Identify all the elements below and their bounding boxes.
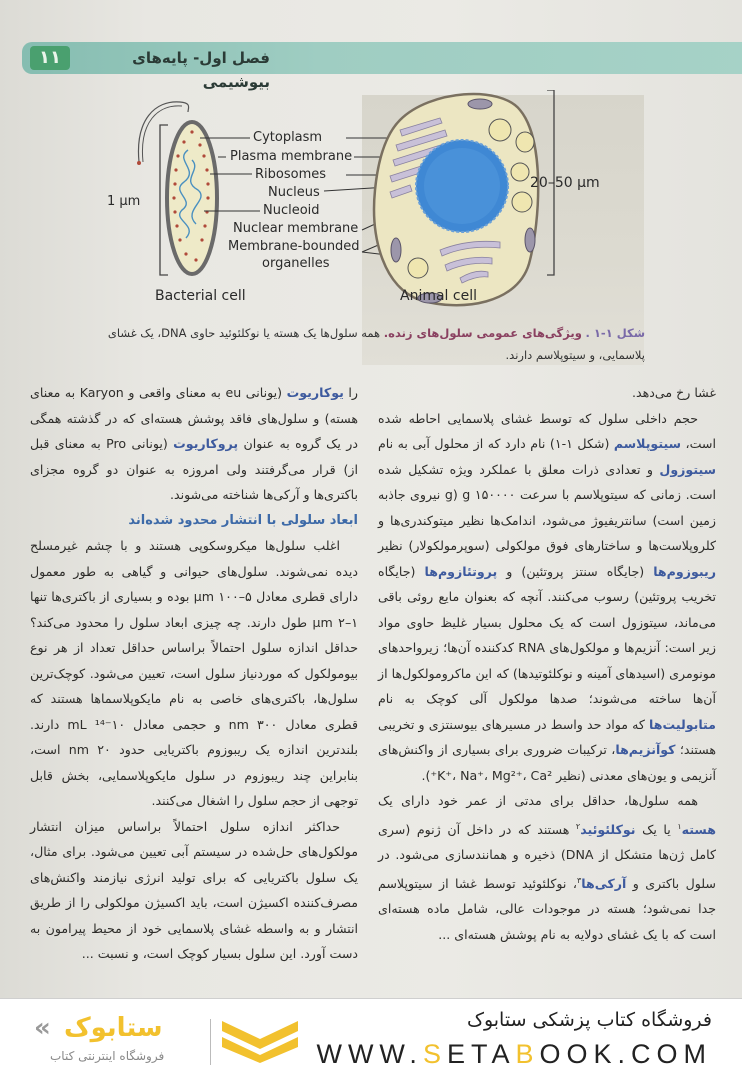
store-title: فروشگاه کتاب پزشکی ستابوک [466,1009,712,1031]
term-proteasomes: پروتئازوم‌ها [424,563,498,579]
term-ribosomes: ریبوزوم‌ها [653,563,716,579]
term-archaea: آرکی‌ها [581,875,627,891]
label-ribosomes: Ribosomes [255,167,327,182]
paragraph: حجم داخلی سلول که توسط غشای پلاسمایی احاطه شده است، سیتوپلاسم (شکل ۱-۱) نام دارد که از محلول آبی به نام سیتوزول و تعدادی ذرات معلق با عملکرد ویژه تشکیل شده است. زمانی که سیتوپلاسم با سرعت ۱۵۰۰۰۰ g (g نیروی جاذبه زمین است) سانتریفیوژ می‌شود، اندامک‌ها نظیر میتوکندری‌ها و کلروپلاست‌ها و ساختارهای فوق مولکولی (سوپرمولکولار) نظیر ریبوزوم‌ها (جایگاه سنتز پروتئین) و پروتئازوم‌ها (جایگاه تخریب پروتئین) رسوب می‌کنند. آنچه که بعنوان مایع روئی باقی می‌ماند، سیتوزول است که یک محلول بسیار غلیظ حاوی مواد زیر است: آنزیم‌ها و مولکول‌های RNA کدکننده آن‌ها؛ زیرواحدهای مونومری (اسیدهای آمینه و نوکلئوتیدها) که این ماکرومولکول‌ها از آن‌ها ساخته می‌شوند؛ صدها مولکول آلی کوچک به نام متابولیت‌ها که مواد حد واسط در مسیرهای بیوسنتزی و تخریبی هستند؛ کوآنزیم‌ها، ترکیبات ضروری برای بسیاری از واکنش‌های آنزیمی و یون‌های معدنی (نظیر K⁺، Na⁺، Mg²⁺، Ca²⁺). [378,410,717,783]
label-membrane-bounded: Membrane-bounded [228,239,360,254]
store-footer [0,998,742,1079]
store-url[interactable]: WWW.SETABOOK.COM [316,1039,712,1069]
animal-scale-label: 20–50 μm [530,175,600,191]
term-prokaryote: پروکاریوت [173,436,239,451]
logo-subtitle: فروشگاه اینترنتی کتاب [50,1049,165,1063]
paragraph: اغلب سلول‌ها میکروسکوپی هستند و با چشم غیرمسلح دیده نمی‌شوند. سلول‌های حیوانی و گیاهی به طور معمول دارای قطری معادل ۵–۱۰۰ μm بوده و بسیاری از باکتری‌ها تنها ۱–۲ μm طول دارند. چه چیزی ابعاد سلول را محدود می‌کند؟ حداقل اندازه سلول احتمالاً براساس حداقل تعداد از هر نوع بیومولکول که موردنیاز سلول است، تعیین می‌شود. کوچک‌ترین سلول‌ها، باکتری‌های خاصی به نام مایکوپلاسماها هستند که قطری معادل ۳۰۰ nm و حجمی معادل ۱۰⁻¹⁴ mL دارند. بلندترین اندازه یک ریبوزوم باکتریایی حدود ۲۰ nm است، بنابراین چند ریبوزوم در سلول مایکوپلاسمایی، بخش قابل توجهی از حجم سلول را اشغال می‌کنند. [30,538,359,808]
cell-figure [100,90,640,320]
left-column [30,380,358,967]
figure-caption [60,322,645,366]
logo-divider [210,1019,211,1065]
chevron-logo-icon [220,1017,300,1063]
cell-diagram-icon [100,90,640,320]
logo-text: ستابوک [64,1013,163,1043]
term-cytosol: سیتوزول [659,461,716,477]
label-organelles: organelles [262,256,330,271]
label-nucleus: Nucleus [268,185,320,200]
paragraph: را یوکاریوت (یونانی eu به معنای واقعی و Karyon به معنای هسته) و سلول‌های فاقد پوشش هسته‌ای که در گذشته همگی در یک گروه به عنوان پروکاریوت (یونانی Pro به معنای قبل از) قرار می‌گرفتند ولی امروزه به عنوان دو گروه مجزای باکتری‌ها و آرکی‌ها شناخته می‌شوند. [30,385,358,502]
label-plasma-membrane: Plasma membrane [230,149,353,164]
term-coenzymes: کوآنزیم‌ها [615,742,676,757]
term-nucleus: هسته [681,821,716,837]
bacterial-cell-caption: Bacterial cell [155,288,246,304]
paragraph: غشا رخ می‌دهد. [632,385,716,400]
term-eukaryote: یوکاریوت [286,385,344,400]
chapter-title: فصل اول- پایه‌های بیوشیمی [132,49,270,91]
paragraph: حداکثر اندازه سلول احتمالاً براساس میزان انتشار مولکول‌های حل‌شده در سیستم آبی تعیین می‌شود. برای مثال، یک سلول باکتریایی که برای تولید انرژی نیازمند واکنش‌های مصرف‌کننده اکسیژن است، باید اکسیژن مولکولی را از طریق انتشار و به واسطه غشای پلاسمایی خود از محیط پیرامون به دست آورد. این سلول بسیار کوچک است، و نسبت ... [30,818,358,961]
label-nucleoid: Nucleoid [263,203,320,218]
section-heading: ابعاد سلولی با انتشار محدود شده‌اند [128,512,358,528]
label-cytoplasm: Cytoplasm [253,130,323,145]
right-column [378,380,716,947]
page-number: ۱۱ [30,46,70,70]
chevrons-left-icon: « [34,1013,51,1043]
animal-cell-caption: Animal cell [400,288,477,304]
figure-caption-text: همه سلول‌ها یک هسته یا نوکلئوئید حاوی DNA، یک غشای پلاسمایی، و سیتوپلاسم دارند. [107,326,645,362]
bacterial-scale-label: 1 μm [107,194,141,209]
figure-title: ویژگی‌های عمومی سلول‌های زنده. [383,326,582,340]
label-nuclear-membrane: Nuclear membrane [233,221,359,236]
term-nucleoid: نوکلئوئید [580,821,636,837]
figure-number: شکل ۱-۱ . [585,326,645,340]
store-logo[interactable] [30,1011,290,1071]
term-metabolites: متابولیت‌ها [649,716,716,732]
paragraph: همه سلول‌ها، حداقل برای مدتی از عمر خود دارای یک هسته$^۱$ یا یک نوکلئوئید$^۲$ هستند که در داخل آن ژنوم (سری کامل ژن‌ها متشکل از DNA) ذخیره و همانندسازی می‌شود. در سلول باکتری و آرکی‌ها$^۳$، نوکلئوئید توسط غشا از سیتوپلاسم جدا نمی‌شود؛ هسته در موجودات عالی، شامل ماده هسته‌ای است که با یک غشای دولایه به نام پوشش هسته‌ای ... [378,793,717,942]
term-cytoplasm: سیتوپلاسم [613,436,681,451]
